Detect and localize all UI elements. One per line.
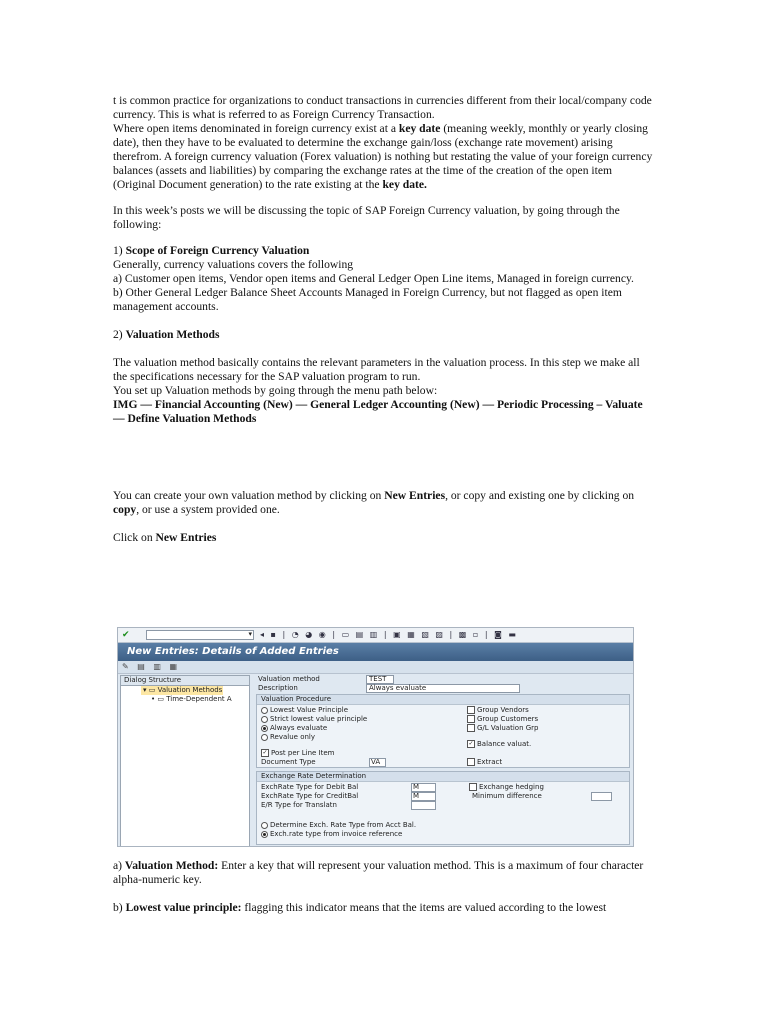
option-label: Exch.rate type from invoice reference <box>270 830 403 838</box>
checkmark-icon[interactable]: ✔ <box>122 630 130 640</box>
click-instruction <box>113 531 653 545</box>
text-span: Click on <box>113 531 156 544</box>
option-label: Balance valuat. <box>477 740 532 748</box>
min-difference-field[interactable] <box>591 792 612 801</box>
option-determine-from-acct[interactable] <box>261 821 416 830</box>
checkbox[interactable] <box>469 783 477 791</box>
checkbox-group-customers[interactable] <box>467 715 538 724</box>
section-1-item-a: a) Customer open items, Vendor open items and General Ledger Open Line items, Managed in foreign currency. <box>113 272 634 285</box>
checkbox-exchange-hedging[interactable] <box>469 783 544 792</box>
definitions-section <box>113 859 653 915</box>
er-type-field[interactable] <box>411 801 436 810</box>
section-1-item-b: b) Other General Ledger Balance Sheet Accounts Managed in Foreign Currency, but not flagged as open item management accounts. <box>113 286 622 313</box>
item-number: b) <box>113 901 126 914</box>
section-number: 1) <box>113 244 126 257</box>
text-span: , or use a system provided one. <box>136 503 280 516</box>
document-type-row <box>261 758 316 767</box>
tree-item-time-dependent[interactable]: • ▭ Time-Dependent A <box>151 695 232 703</box>
sap-screen-title: New Entries: Details of Added Entries <box>118 643 633 661</box>
option-label: Revalue only <box>270 733 316 741</box>
checkbox[interactable] <box>467 715 475 723</box>
checkbox[interactable]: ✓ <box>262 749 268 756</box>
description-row <box>256 684 630 693</box>
section-1-heading <box>113 244 653 258</box>
min-difference-label: Minimum difference <box>472 792 542 800</box>
definition-term: Valuation Method: <box>124 859 219 872</box>
tree-header: Dialog Structure <box>121 676 249 686</box>
radio-button[interactable] <box>261 822 268 829</box>
dialog-structure-tree <box>120 675 250 847</box>
checkbox-gl-valuation[interactable] <box>467 724 539 733</box>
radio-button[interactable] <box>261 734 268 741</box>
exch-debit-row <box>261 783 358 792</box>
toolbar-icons[interactable]: ◂ ▪ | ◔ ◕ ◉ | ▭ ▤ ▥ | ▣ ▦ ▧ ▨ | ▩ ▫ | ◙ ▬ <box>260 630 518 639</box>
checkbox-post-line-item[interactable] <box>261 749 334 758</box>
section-1-line: Generally, currency valuations covers the following <box>113 258 354 271</box>
section-number: 2) <box>113 328 126 341</box>
menu-path <box>113 398 653 426</box>
detail-panel <box>256 675 630 845</box>
option-always-evaluate[interactable] <box>261 724 327 733</box>
exch-credit-row <box>261 792 358 801</box>
checkbox[interactable] <box>467 758 475 766</box>
document-type-field[interactable]: VA <box>369 758 386 767</box>
option-label: Exchange hedging <box>479 783 544 791</box>
description-label: Description <box>258 684 298 692</box>
checkbox[interactable] <box>467 706 475 714</box>
valuation-method-label: Valuation method <box>258 675 320 683</box>
section-title: Valuation Methods <box>125 328 220 341</box>
option-label: Extract <box>477 758 503 766</box>
option-label: Post per Line Item <box>271 749 335 757</box>
definition-b <box>113 901 653 915</box>
section-title: Scope of Foreign Currency Valuation <box>125 244 310 257</box>
option-lowest-value[interactable] <box>261 706 348 715</box>
exch-credit-label: ExchRate Type for CreditBal <box>261 792 359 800</box>
checkbox[interactable]: ✓ <box>468 740 474 747</box>
option-label: Group Customers <box>477 715 539 723</box>
text-span: , or copy and existing one by clicking on <box>445 489 635 502</box>
valuation-method-row <box>256 675 630 684</box>
option-revalue-only[interactable] <box>261 733 315 742</box>
key-date-term: key date <box>398 122 441 135</box>
checkbox[interactable] <box>467 724 475 732</box>
definition-text: flagging this indicator means that the items are valued according to the lowest <box>241 901 607 914</box>
menu-path-text: IMG — Financial Accounting (New) — General Ledger Accounting (New) — Periodic Processing – Valuate — Define Valuation Methods <box>113 398 643 425</box>
radio-button[interactable] <box>261 716 268 723</box>
option-label: Group Vendors <box>477 706 529 714</box>
option-invoice-reference[interactable] <box>261 830 402 839</box>
radio-button[interactable] <box>261 831 268 838</box>
option-strict-lowest[interactable] <box>261 715 367 724</box>
option-label: Determine Exch. Rate Type from Acct Bal. <box>270 821 417 829</box>
key-date-term: key date. <box>382 178 427 191</box>
checkbox-extract[interactable] <box>467 758 502 767</box>
sap-toolbar <box>118 628 633 643</box>
exch-debit-label: ExchRate Type for Debit Bal <box>261 783 359 791</box>
checkbox-group-vendors[interactable] <box>467 706 529 715</box>
document-body <box>113 94 653 545</box>
option-label: Always evaluate <box>270 724 328 732</box>
intro-paragraph-3: In this week’s posts we will be discussing the topic of SAP Foreign Currency valuation, by going through the following: <box>113 204 620 231</box>
text-span: (meaning weekly, monthly or yearly closing date), then they have to be evaluated to determine the exchange gain/loss (exchange rate movement) arising therefrom. A foreign currency valuation (Forex valuation) is nothing but restating the value of your foreign currency balances (assets and liabilities) by comparing the exchange rates at the time of the creation of the open item (Original Document generation) to the rate existing at the <box>113 122 653 191</box>
er-type-row <box>261 801 337 810</box>
copy-term: copy <box>113 503 137 516</box>
tree-item-valuation-methods[interactable]: ▾ ▭ Valuation Methods <box>143 686 223 694</box>
group-header: Exchange Rate Determination <box>257 772 629 782</box>
new-entries-term: New Entries <box>155 531 217 544</box>
exchange-rate-group <box>256 771 630 845</box>
exch-credit-field[interactable]: M <box>411 792 436 801</box>
exch-debit-field[interactable]: M <box>411 783 436 792</box>
intro-paragraph-1: t is common practice for organizations to conduct transactions in currencies different from their local/company code currency. This is what is referred to as Foreign Currency Transaction. <box>113 94 652 121</box>
checkbox-balance-valuation[interactable] <box>467 740 531 749</box>
option-label: Strict lowest value principle <box>270 715 368 723</box>
group-header: Valuation Procedure <box>257 695 629 705</box>
chevron-down-icon[interactable]: ▾ <box>248 630 252 638</box>
radio-button[interactable] <box>261 707 268 714</box>
command-field[interactable] <box>146 630 254 640</box>
intro-paragraph-2 <box>113 122 653 192</box>
sap-screenshot <box>117 627 634 847</box>
item-number: a) <box>113 859 125 872</box>
document-type-label: Document Type <box>261 758 316 766</box>
sap-application-toolbar[interactable]: ✎ ▤ ▥ ▦ <box>118 661 633 674</box>
er-type-label: E/R Type for Translatn <box>261 801 337 809</box>
option-label: G/L Valuation Grp <box>477 724 539 732</box>
definition-a <box>113 859 653 887</box>
definition-text: Enter a key that will represent your valuation method. This is a maximum of four character alpha-numeric key. <box>113 859 644 886</box>
definition-term: Lowest value principle: <box>125 901 242 914</box>
option-label: Lowest Value Principle <box>270 706 349 714</box>
section-2-paragraph-1: The valuation method basically contains the relevant parameters in the valuation process. In this step we make all the specifications necessary for the SAP valuation program to run. <box>113 356 640 383</box>
section-2-paragraph-2: You set up Valuation methods by going through the menu path below: <box>113 384 438 397</box>
text-span: Where open items denominated in foreign currency exist at a <box>113 122 399 135</box>
text-span: You can create your own valuation method by clicking on <box>113 489 385 502</box>
section-2-heading <box>113 328 653 342</box>
min-difference-row <box>472 792 542 801</box>
new-entries-term: New Entries <box>384 489 446 502</box>
radio-button[interactable] <box>261 725 268 732</box>
description-field[interactable]: Always evaluate <box>366 684 520 693</box>
create-paragraph <box>113 489 653 517</box>
valuation-method-field[interactable]: TEST <box>366 675 394 684</box>
valuation-procedure-group <box>256 694 630 768</box>
